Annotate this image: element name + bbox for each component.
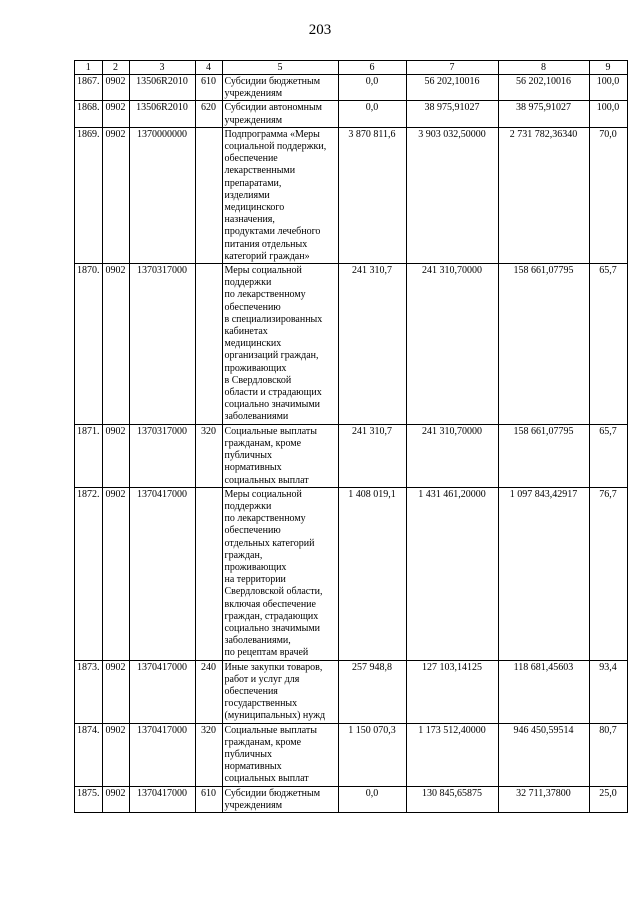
amount-col7-cell: 1 173 512,40000 bbox=[406, 723, 498, 786]
amount-col8-cell: 2 731 782,36340 bbox=[498, 127, 589, 263]
section-code-cell: 0902 bbox=[102, 723, 129, 786]
item-name-cell: Меры социальной поддержки по лекарственному обеспечению в специализированных кабинетах медицинских организаций граждан, проживающих в Свердловской области и страдающих социально значимыми заболеваниями bbox=[222, 264, 338, 425]
table-row bbox=[75, 75, 628, 101]
row-number-cell: 1874. bbox=[75, 723, 103, 786]
amount-col7-cell: 241 310,70000 bbox=[406, 264, 498, 425]
amount-col8-cell: 56 202,10016 bbox=[498, 75, 589, 101]
section-code-cell: 0902 bbox=[102, 424, 129, 487]
item-name-cell: Социальные выплаты гражданам, кроме публичных нормативных социальных выплат bbox=[222, 424, 338, 487]
target-article-cell: 1370000000 bbox=[129, 127, 195, 263]
item-name-cell: Меры социальной поддержки по лекарственному обеспечению отдельных категорий граждан, проживающих на территории Свердловской области, включая обеспечение граждан, страдающих социально значимыми заболеваниями, по рецептам врачей bbox=[222, 487, 338, 660]
table-row bbox=[75, 660, 628, 723]
section-code-cell: 0902 bbox=[102, 786, 129, 812]
percent-col9-cell: 80,7 bbox=[589, 723, 627, 786]
page-number: 203 bbox=[308, 22, 332, 38]
table-row bbox=[75, 424, 628, 487]
item-name-cell: Субсидии автономным учреждениям bbox=[222, 101, 338, 127]
amount-col7-cell: 1 431 461,20000 bbox=[406, 487, 498, 660]
target-article-cell: 1370317000 bbox=[129, 264, 195, 425]
table-row bbox=[75, 786, 628, 812]
amount-col7-cell: 127 103,14125 bbox=[406, 660, 498, 723]
header-cell: 5 bbox=[222, 61, 338, 75]
row-number-cell: 1873. bbox=[75, 660, 103, 723]
percent-col9-cell: 76,7 bbox=[589, 487, 627, 660]
table-row bbox=[75, 101, 628, 127]
row-number-cell: 1875. bbox=[75, 786, 103, 812]
amount-col8-cell: 158 661,07795 bbox=[498, 264, 589, 425]
header-cell: 8 bbox=[498, 61, 589, 75]
amount-col6-cell: 1 408 019,1 bbox=[338, 487, 406, 660]
expense-type-cell bbox=[195, 264, 222, 425]
table-row bbox=[75, 723, 628, 786]
target-article-cell: 1370317000 bbox=[129, 424, 195, 487]
amount-col8-cell: 1 097 843,42917 bbox=[498, 487, 589, 660]
percent-col9-cell: 93,4 bbox=[589, 660, 627, 723]
table-row bbox=[75, 264, 628, 425]
row-number-cell: 1870. bbox=[75, 264, 103, 425]
header-cell: 1 bbox=[75, 61, 103, 75]
section-code-cell: 0902 bbox=[102, 127, 129, 263]
row-number-cell: 1869. bbox=[75, 127, 103, 263]
budget-table bbox=[74, 60, 628, 813]
amount-col8-cell: 946 450,59514 bbox=[498, 723, 589, 786]
section-code-cell: 0902 bbox=[102, 487, 129, 660]
item-name-cell: Подпрограмма «Меры социальной поддержки, обеспечение лекарственными препаратами, изделиями медицинского назначения, продуктами лечебного питания отдельных категорий граждан» bbox=[222, 127, 338, 263]
item-name-cell: Субсидии бюджетным учреждениям bbox=[222, 786, 338, 812]
amount-col8-cell: 118 681,45603 bbox=[498, 660, 589, 723]
header-cell: 3 bbox=[129, 61, 195, 75]
target-article-cell: 13506R2010 bbox=[129, 75, 195, 101]
amount-col8-cell: 38 975,91027 bbox=[498, 101, 589, 127]
amount-col7-cell: 3 903 032,50000 bbox=[406, 127, 498, 263]
row-number-cell: 1868. bbox=[75, 101, 103, 127]
amount-col6-cell: 257 948,8 bbox=[338, 660, 406, 723]
header-cell: 4 bbox=[195, 61, 222, 75]
table-body bbox=[75, 75, 628, 813]
target-article-cell: 1370417000 bbox=[129, 660, 195, 723]
item-name-cell: Иные закупки товаров, работ и услуг для обеспечения государственных (муниципальных) нужд bbox=[222, 660, 338, 723]
expense-type-cell: 320 bbox=[195, 723, 222, 786]
amount-col7-cell: 241 310,70000 bbox=[406, 424, 498, 487]
target-article-cell: 1370417000 bbox=[129, 786, 195, 812]
expense-type-cell: 240 bbox=[195, 660, 222, 723]
amount-col8-cell: 32 711,37800 bbox=[498, 786, 589, 812]
section-code-cell: 0902 bbox=[102, 101, 129, 127]
percent-col9-cell: 65,7 bbox=[589, 264, 627, 425]
row-number-cell: 1867. bbox=[75, 75, 103, 101]
expense-type-cell: 610 bbox=[195, 75, 222, 101]
expense-type-cell: 610 bbox=[195, 786, 222, 812]
target-article-cell: 1370417000 bbox=[129, 723, 195, 786]
expense-type-cell: 320 bbox=[195, 424, 222, 487]
expense-type-cell bbox=[195, 127, 222, 263]
amount-col6-cell: 3 870 811,6 bbox=[338, 127, 406, 263]
section-code-cell: 0902 bbox=[102, 264, 129, 425]
table-row bbox=[75, 127, 628, 263]
expense-type-cell bbox=[195, 487, 222, 660]
amount-col6-cell: 0,0 bbox=[338, 101, 406, 127]
row-number-cell: 1872. bbox=[75, 487, 103, 660]
expense-type-cell: 620 bbox=[195, 101, 222, 127]
header-row bbox=[75, 61, 628, 75]
percent-col9-cell: 100,0 bbox=[589, 101, 627, 127]
amount-col7-cell: 130 845,65875 bbox=[406, 786, 498, 812]
table-row bbox=[75, 487, 628, 660]
amount-col6-cell: 1 150 070,3 bbox=[338, 723, 406, 786]
header-cell: 9 bbox=[589, 61, 627, 75]
amount-col6-cell: 0,0 bbox=[338, 75, 406, 101]
item-name-cell: Социальные выплаты гражданам, кроме публичных нормативных социальных выплат bbox=[222, 723, 338, 786]
amount-col6-cell: 241 310,7 bbox=[338, 424, 406, 487]
item-name-cell: Субсидии бюджетным учреждениям bbox=[222, 75, 338, 101]
amount-col7-cell: 38 975,91027 bbox=[406, 101, 498, 127]
row-number-cell: 1871. bbox=[75, 424, 103, 487]
header-cell: 7 bbox=[406, 61, 498, 75]
percent-col9-cell: 70,0 bbox=[589, 127, 627, 263]
percent-col9-cell: 65,7 bbox=[589, 424, 627, 487]
amount-col7-cell: 56 202,10016 bbox=[406, 75, 498, 101]
header-cell: 6 bbox=[338, 61, 406, 75]
amount-col8-cell: 158 661,07795 bbox=[498, 424, 589, 487]
header-cell: 2 bbox=[102, 61, 129, 75]
amount-col6-cell: 0,0 bbox=[338, 786, 406, 812]
percent-col9-cell: 100,0 bbox=[589, 75, 627, 101]
amount-col6-cell: 241 310,7 bbox=[338, 264, 406, 425]
section-code-cell: 0902 bbox=[102, 660, 129, 723]
section-code-cell: 0902 bbox=[102, 75, 129, 101]
percent-col9-cell: 25,0 bbox=[589, 786, 627, 812]
target-article-cell: 1370417000 bbox=[129, 487, 195, 660]
target-article-cell: 13506R2010 bbox=[129, 101, 195, 127]
